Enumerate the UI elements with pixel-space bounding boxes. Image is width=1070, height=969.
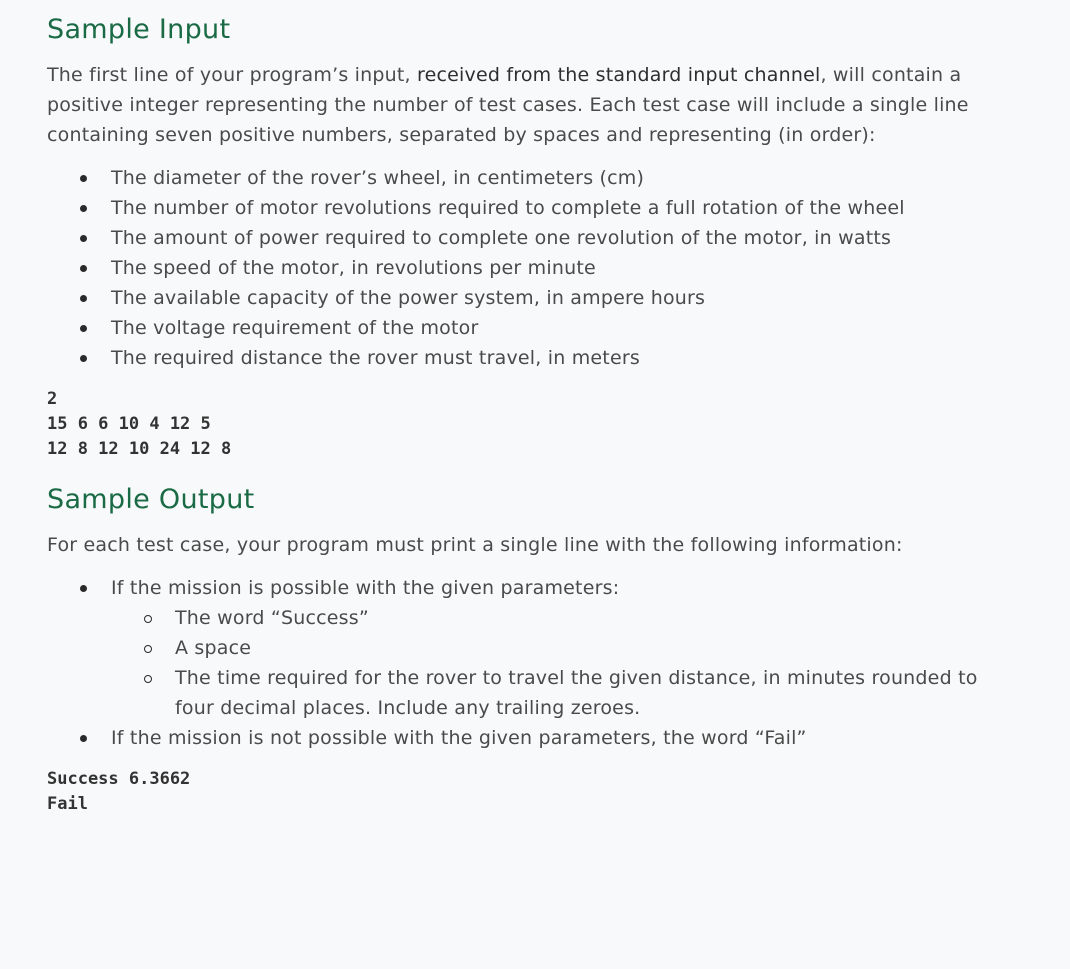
- output-rules-list: [47, 573, 1010, 753]
- list-item: The number of motor revolutions required to complete a full rotation of the wheel: [47, 193, 1010, 223]
- hollow-bullet-icon: [144, 645, 152, 653]
- bullet-icon: [80, 265, 87, 272]
- list-item: The available capacity of the power system, in ampere hours: [47, 283, 1010, 313]
- code-line: Success 6.3662: [47, 769, 191, 789]
- list-item: The speed of the motor, in revolutions per minute: [47, 253, 1010, 283]
- input-description: [47, 60, 1010, 150]
- input-description-part2: , will contain a positive integer representing the number of test cases. Each test case will include a single line containing seven positive numbers, separated by spaces and representing (in order):: [47, 64, 969, 146]
- hollow-bullet-icon: [144, 615, 152, 623]
- bullet-icon: [80, 585, 87, 592]
- sub-list-item: A space: [111, 633, 1010, 663]
- bullet-icon: [80, 205, 87, 212]
- list-item: If the mission is not possible with the given parameters, the word “Fail”: [47, 723, 1010, 753]
- sample-output-code: [47, 767, 1010, 817]
- list-item: The required distance the rover must travel, in meters: [47, 343, 1010, 373]
- list-item: The voltage requirement of the motor: [47, 313, 1010, 343]
- hollow-bullet-icon: [144, 675, 152, 683]
- sample-output-heading: Sample Output: [47, 484, 255, 515]
- success-subitems-list: [111, 603, 1010, 723]
- bullet-icon: [80, 175, 87, 182]
- sub-list-item: The time required for the rover to travel the given distance, in minutes rounded to four decimal places. Include any trailing zeroes.: [111, 663, 1010, 723]
- code-line: Fail: [47, 794, 88, 814]
- list-item: If the mission is possible with the given parameters: The word “Success” A space The time required for the rover to travel the given distance, in minutes rounded to four decimal places. Include any trailing zeroes.: [47, 573, 1010, 723]
- output-description: For each test case, your program must print a single line with the following information:: [47, 534, 903, 556]
- bullet-icon: [80, 325, 87, 332]
- sample-input-heading: Sample Input: [47, 14, 231, 45]
- code-line: 2: [47, 389, 58, 409]
- sample-input-code: [47, 387, 1010, 462]
- bullet-icon: [80, 235, 87, 242]
- input-description-emphasis: received from the standard input channel: [417, 64, 821, 86]
- list-item: The diameter of the rover’s wheel, in centimeters (cm): [47, 163, 1010, 193]
- code-line: 12 8 12 10 24 12 8: [47, 439, 232, 459]
- bullet-icon: [80, 295, 87, 302]
- sub-list-item: The word “Success”: [111, 603, 1010, 633]
- code-line: 15 6 6 10 4 12 5: [47, 414, 211, 434]
- input-description-part1: The first line of your program’s input,: [47, 64, 418, 86]
- input-fields-list: [47, 163, 1010, 373]
- list-item: The amount of power required to complete one revolution of the motor, in watts: [47, 223, 1010, 253]
- bullet-icon: [80, 355, 87, 362]
- bullet-icon: [80, 735, 87, 742]
